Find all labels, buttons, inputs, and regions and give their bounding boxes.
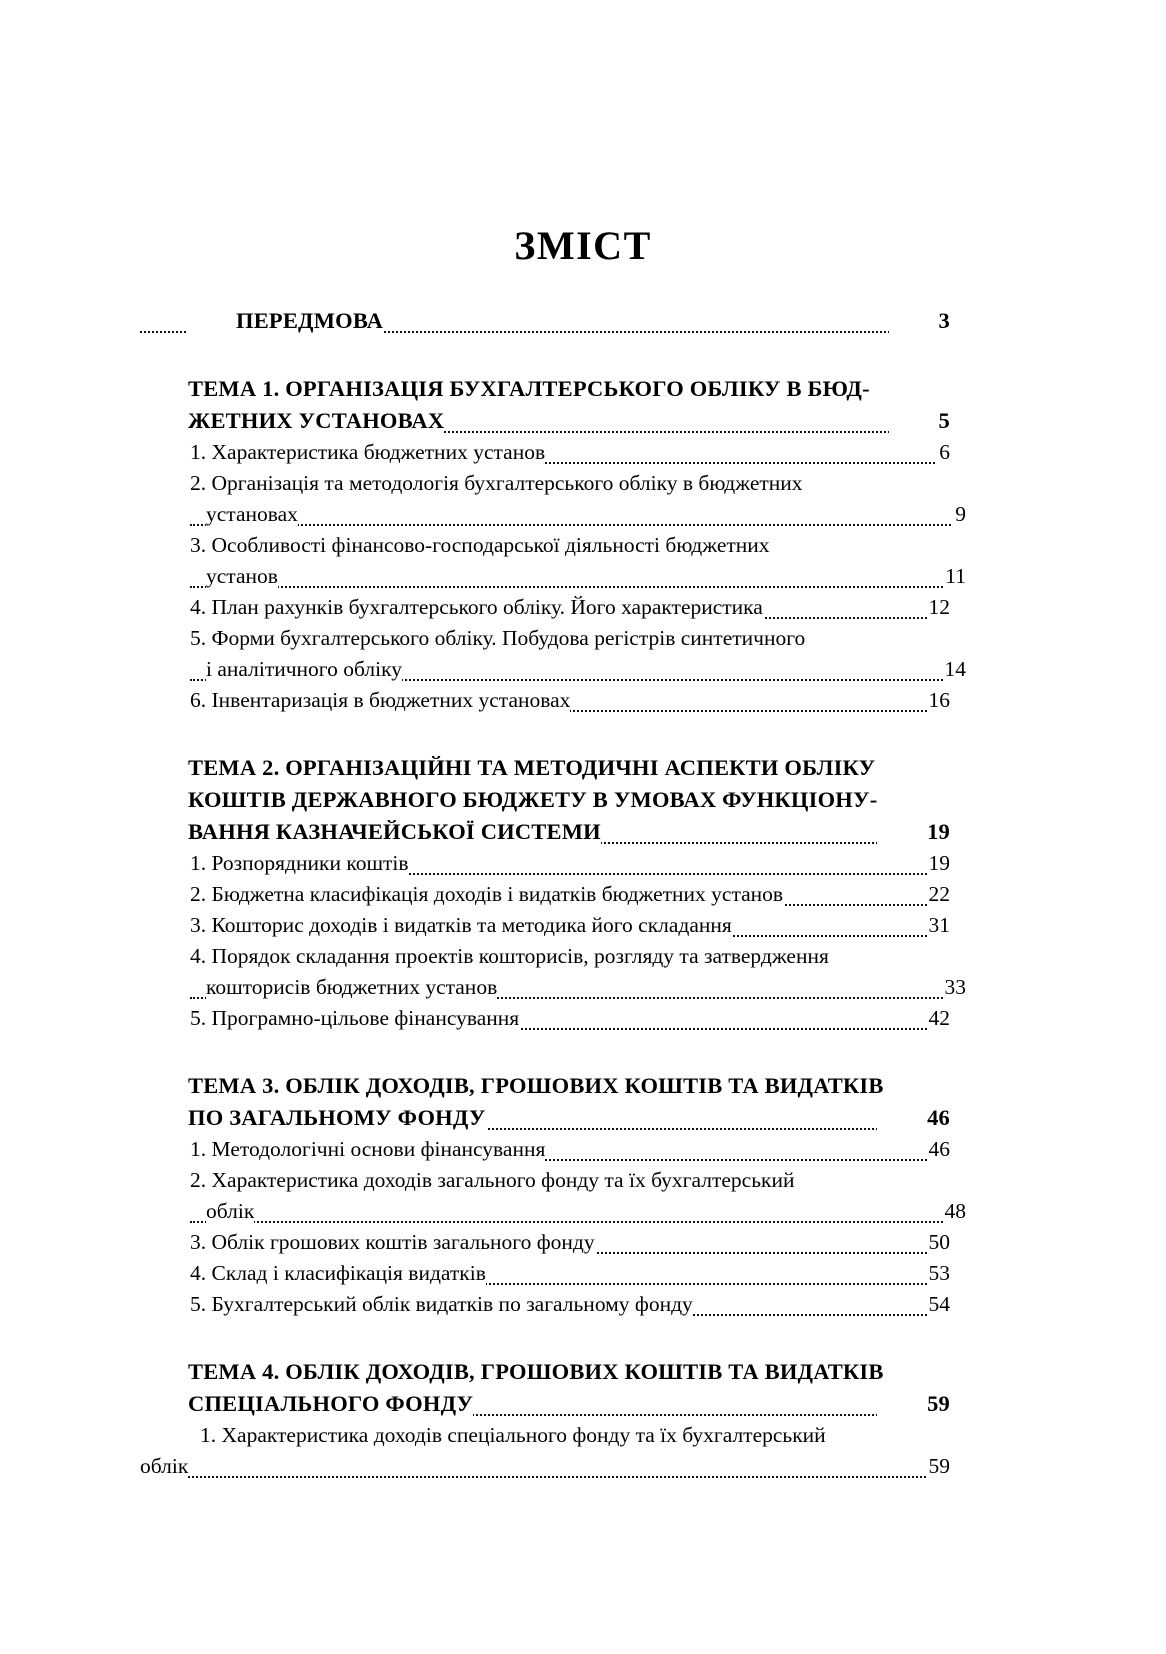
item-number: 1. xyxy=(190,440,207,464)
item-label-cont: і аналітичного обліку xyxy=(206,654,402,685)
dot-leader xyxy=(190,1221,966,1223)
dot-leader xyxy=(190,524,966,526)
item-label: Характеристика доходів спеціального фонду та їх бухгалтерський xyxy=(221,1423,826,1447)
item-label: Кошторис доходів і видатків та методика його складання xyxy=(211,913,732,937)
page-number: 54 xyxy=(927,1289,951,1320)
item-label: Особливості фінансово-господарської діяльності бюджетних xyxy=(211,533,770,557)
page-number: 3 xyxy=(889,305,950,337)
toc-item[interactable] xyxy=(140,1003,950,1034)
page-number: 9 xyxy=(953,499,966,530)
item-label: Склад і класифікація видатків xyxy=(211,1261,486,1285)
toc-item[interactable] xyxy=(140,910,950,941)
item-number: 5. xyxy=(190,626,207,650)
page-number: 19 xyxy=(877,816,950,848)
page-number: 11 xyxy=(943,561,966,592)
item-number: 3. xyxy=(190,1230,207,1254)
toc-item[interactable] xyxy=(140,1289,950,1320)
item-label-cont: установах xyxy=(206,499,298,530)
page-number: 48 xyxy=(943,1196,967,1227)
toc-item[interactable] xyxy=(140,1134,950,1165)
heading-line-2: ПО ЗАГАЛЬНОМУ ФОНДУ xyxy=(140,1102,486,1134)
toc-heading-theme-3[interactable] xyxy=(140,1070,950,1134)
item-number: 2. xyxy=(190,1168,207,1192)
toc-item[interactable] xyxy=(140,1420,950,1451)
page-number: 53 xyxy=(927,1258,951,1289)
item-label-cont: облік xyxy=(206,1196,254,1227)
toc-entry-preface[interactable] xyxy=(140,305,950,337)
heading-line-1: ТЕМА 2. ОРГАНІЗАЦІЙНІ ТА МЕТОДИЧНІ АСПЕКТИ ОБЛІКУ xyxy=(188,755,876,780)
item-label: Розпорядники коштів xyxy=(211,851,409,875)
toc-item[interactable] xyxy=(140,1227,950,1258)
item-label: Порядок складання проектів кошторисів, розгляду та затвердження xyxy=(211,944,829,968)
toc-item[interactable] xyxy=(140,1165,966,1227)
toc-item[interactable] xyxy=(140,848,950,879)
heading-line-1: ТЕМА 1. ОРГАНІЗАЦІЯ БУХГАЛТЕРСЬКОГО ОБЛІКУ В БЮД- xyxy=(188,376,870,401)
item-label-cont: установ xyxy=(206,561,278,592)
toc-content xyxy=(140,305,966,1482)
page-number: 59 xyxy=(877,1388,950,1420)
dot-leader xyxy=(140,1476,950,1478)
item-number: 1. xyxy=(190,1137,207,1161)
toc-item[interactable] xyxy=(140,685,950,716)
page-number: 22 xyxy=(927,879,951,910)
toc-item[interactable] xyxy=(140,437,950,468)
item-label: Характеристика доходів загального фонду та їх бухгалтерський xyxy=(211,1168,795,1192)
item-label: Форми бухгалтерського обліку. Побудова регістрів синтетичного xyxy=(211,626,806,650)
toc-item[interactable] xyxy=(140,623,966,685)
heading-line-1: ТЕМА 4. ОБЛІК ДОХОДІВ, ГРОШОВИХ КОШТІВ ТА ВИДАТКІВ xyxy=(188,1359,884,1384)
item-label: План рахунків бухгалтерського обліку. Його характеристика xyxy=(211,595,763,619)
spacer xyxy=(140,337,950,373)
toc-heading-theme-1[interactable] xyxy=(140,373,950,437)
item-label: Програмно-цільове фінансування xyxy=(211,1006,520,1030)
dot-leader xyxy=(190,586,966,588)
toc-item[interactable] xyxy=(140,592,950,623)
page-number: 42 xyxy=(927,1003,951,1034)
heading-line-3: ВАННЯ КАЗНАЧЕЙСЬКОЇ СИСТЕМИ xyxy=(140,816,601,848)
item-label: Інвентаризація в бюджетних установах xyxy=(211,688,571,712)
heading-line-2: СПЕЦІАЛЬНОГО ФОНДУ xyxy=(140,1388,473,1420)
page-number: 12 xyxy=(927,592,951,623)
toc-item[interactable] xyxy=(140,1258,950,1289)
page-number: 19 xyxy=(927,848,951,879)
item-label-cont: облік xyxy=(140,1451,188,1482)
toc-item[interactable] xyxy=(140,530,966,592)
item-number: 1. xyxy=(200,1423,217,1447)
item-number: 3. xyxy=(190,533,207,557)
page-title: ЗМІСТ xyxy=(514,223,652,268)
toc-heading-theme-2[interactable] xyxy=(140,752,950,848)
page-number: 46 xyxy=(927,1134,951,1165)
page-number: 14 xyxy=(943,654,967,685)
heading-line-1: ТЕМА 3. ОБЛІК ДОХОДІВ, ГРОШОВИХ КОШТІВ ТА ВИДАТКІВ xyxy=(188,1073,884,1098)
page-number: 31 xyxy=(927,910,951,941)
item-number: 2. xyxy=(190,882,207,906)
toc-item[interactable] xyxy=(140,941,966,1003)
toc-item[interactable] xyxy=(140,468,966,530)
page-number: 33 xyxy=(943,972,967,1003)
entry-label: ПЕРЕДМОВА xyxy=(188,305,383,337)
item-label: Методологічні основи фінансування xyxy=(211,1137,546,1161)
heading-line-2: КОШТІВ ДЕРЖАВНОГО БЮДЖЕТУ В УМОВАХ ФУНКЦІОНУ- xyxy=(188,787,878,812)
item-label: Характеристика бюджетних установ xyxy=(211,440,546,464)
spacer xyxy=(140,1320,950,1356)
item-number: 5. xyxy=(190,1292,207,1316)
toc-item[interactable] xyxy=(140,879,950,910)
item-number: 2. xyxy=(190,471,207,495)
spacer xyxy=(140,1034,950,1070)
item-label: Облік грошових коштів загального фонду xyxy=(211,1230,595,1254)
item-label: Організація та методологія бухгалтерського обліку в бюджетних xyxy=(211,471,803,495)
item-label-cont: кошторисів бюджетних установ xyxy=(206,972,497,1003)
page-number: 50 xyxy=(927,1227,951,1258)
item-number: 5. xyxy=(190,1006,207,1030)
page-number: 5 xyxy=(889,405,950,437)
page-number: 6 xyxy=(937,437,950,468)
toc-heading-theme-4[interactable] xyxy=(140,1356,950,1420)
page-number: 16 xyxy=(927,685,951,716)
item-number: 3. xyxy=(190,913,207,937)
item-label: Бухгалтерський облік видатків по загальному фонду xyxy=(211,1292,693,1316)
page-number: 59 xyxy=(927,1451,951,1482)
page-number: 46 xyxy=(877,1102,950,1134)
toc-item-continuation[interactable] xyxy=(140,1451,950,1482)
spacer xyxy=(140,716,950,752)
item-number: 6. xyxy=(190,688,207,712)
item-number: 1. xyxy=(190,851,207,875)
heading-line-2: ЖЕТНИХ УСТАНОВАХ xyxy=(140,405,444,437)
item-number: 4. xyxy=(190,944,207,968)
item-number: 4. xyxy=(190,1261,207,1285)
item-number: 4. xyxy=(190,595,207,619)
item-label: Бюджетна класифікація доходів і видатків бюджетних установ xyxy=(211,882,784,906)
